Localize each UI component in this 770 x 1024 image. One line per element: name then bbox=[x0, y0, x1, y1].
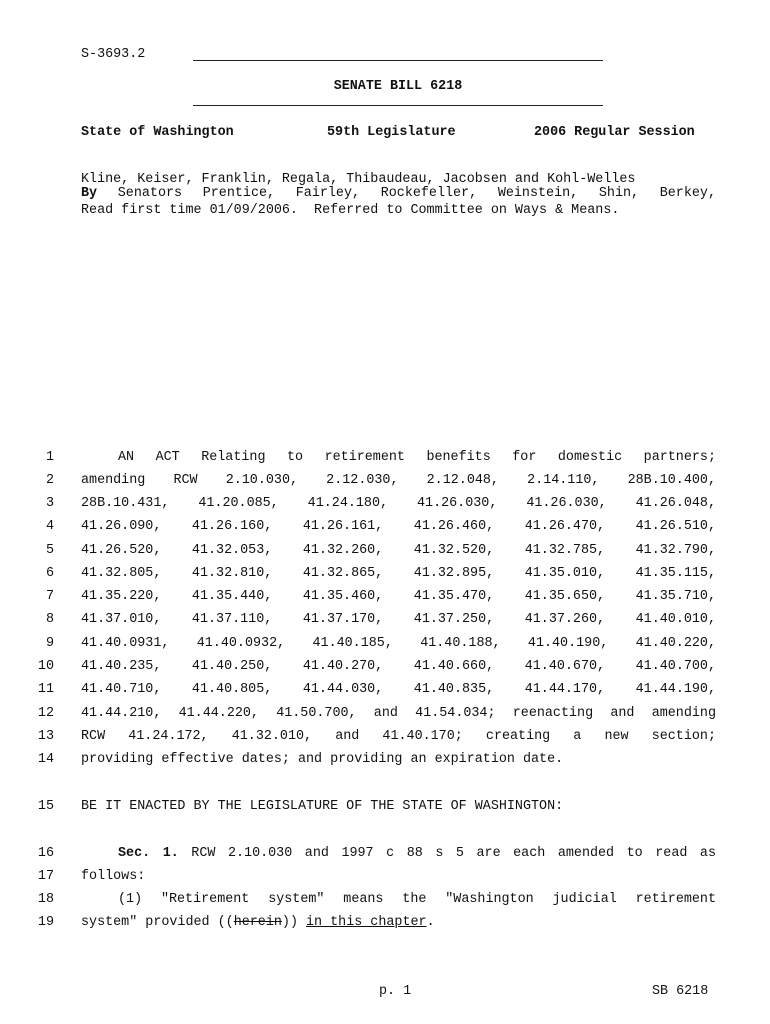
bill-line: (1) "Retirement system" means the "Washington judicial retirement bbox=[118, 892, 716, 907]
bill-line: 41.37.010, 41.37.110, 41.37.170, 41.37.250, 41.37.260, 41.40.010, bbox=[81, 612, 716, 627]
line-number: 10 bbox=[37, 659, 54, 674]
bill-line: providing effective dates; and providing an expiration date. bbox=[81, 752, 564, 767]
bill-title: SENATE BILL 6218 bbox=[333, 79, 463, 94]
sponsors-by: By bbox=[81, 186, 98, 201]
line-number: 6 bbox=[45, 566, 54, 581]
line-number: 1 bbox=[45, 450, 54, 465]
line-number: 11 bbox=[37, 682, 54, 697]
amended-text-before: system" provided (( bbox=[81, 915, 234, 930]
header-rule-top bbox=[193, 60, 603, 61]
line-number: 9 bbox=[45, 636, 54, 651]
bill-line: AN ACT Relating to retirement benefits for domestic partners; bbox=[118, 450, 716, 465]
bill-line: 41.32.805, 41.32.810, 41.32.865, 41.32.895, 41.35.010, 41.35.115, bbox=[81, 566, 716, 581]
section-heading-text: RCW 2.10.030 and 1997 c 88 s 5 are each amended to read as bbox=[178, 846, 717, 861]
section-label: Sec. 1. bbox=[118, 846, 179, 861]
bill-line: amending RCW 2.10.030, 2.12.030, 2.12.048, 2.14.110, 28B.10.400, bbox=[81, 473, 716, 488]
page-number: p. 1 bbox=[379, 984, 412, 999]
line-number: 2 bbox=[45, 473, 54, 488]
header-rule-bottom bbox=[193, 105, 603, 106]
line-number: 17 bbox=[37, 869, 54, 884]
bill-line: 28B.10.431, 41.20.085, 41.24.180, 41.26.030, 41.26.030, 41.26.048, bbox=[81, 496, 716, 511]
line-number: 4 bbox=[45, 519, 54, 534]
line-number: 18 bbox=[37, 892, 54, 907]
bill-line: 41.26.520, 41.32.053, 41.32.260, 41.32.520, 41.32.785, 41.32.790, bbox=[81, 543, 716, 558]
amended-text-after: . bbox=[426, 915, 435, 930]
footer-bill-ref: SB 6218 bbox=[652, 984, 709, 999]
bill-line: RCW 41.24.172, 41.32.010, and 41.40.170; creating a new section; bbox=[81, 729, 716, 744]
session-label: 2006 Regular Session bbox=[534, 125, 695, 140]
inserted-text: in this chapter bbox=[306, 915, 427, 930]
bill-line: 41.40.0931, 41.40.0932, 41.40.185, 41.40.188, 41.40.190, 41.40.220, bbox=[81, 636, 716, 651]
line-number: 16 bbox=[37, 846, 54, 861]
enacting-clause: BE IT ENACTED BY THE LEGISLATURE OF THE STATE OF WASHINGTON: bbox=[81, 799, 564, 814]
bill-line: 41.44.210, 41.44.220, 41.50.700, and 41.54.034; reenacting and amending bbox=[81, 706, 716, 721]
line-number: 5 bbox=[45, 543, 54, 558]
read-first-notice: Read first time 01/09/2006. Referred to Committee on Ways & Means. bbox=[81, 203, 620, 218]
struck-text: herein bbox=[233, 915, 282, 930]
bill-line: 41.40.235, 41.40.250, 41.40.270, 41.40.660, 41.40.670, 41.40.700, bbox=[81, 659, 716, 674]
amended-line bbox=[81, 915, 716, 930]
bill-line: 41.35.220, 41.35.440, 41.35.460, 41.35.470, 41.35.650, 41.35.710, bbox=[81, 589, 716, 604]
bill-line: 41.40.710, 41.40.805, 41.44.030, 41.40.835, 41.44.170, 41.44.190, bbox=[81, 682, 716, 697]
line-number: 7 bbox=[45, 589, 54, 604]
line-number: 14 bbox=[37, 752, 54, 767]
line-number: 19 bbox=[37, 915, 54, 930]
section-heading-line bbox=[81, 846, 716, 861]
line-number: 12 bbox=[37, 706, 54, 721]
line-number: 15 bbox=[37, 799, 54, 814]
sponsors-line-2: Kline, Keiser, Franklin, Regala, Thibaudeau, Jacobsen and Kohl-Welles bbox=[81, 172, 636, 187]
line-number: 8 bbox=[45, 612, 54, 627]
bill-line: follows: bbox=[81, 869, 146, 884]
legislature-label: 59th Legislature bbox=[327, 125, 456, 140]
line-number: 3 bbox=[45, 496, 54, 511]
bill-line: 41.26.090, 41.26.160, 41.26.161, 41.26.460, 41.26.470, 41.26.510, bbox=[81, 519, 716, 534]
document-id: S-3693.2 bbox=[81, 47, 146, 62]
state-label: State of Washington bbox=[81, 125, 234, 140]
amended-text-mid: )) bbox=[281, 915, 307, 930]
sponsors-text-1: Senators Prentice, Fairley, Rockefeller, Weinstein, Shin, Berkey, bbox=[117, 186, 716, 201]
line-number: 13 bbox=[37, 729, 54, 744]
